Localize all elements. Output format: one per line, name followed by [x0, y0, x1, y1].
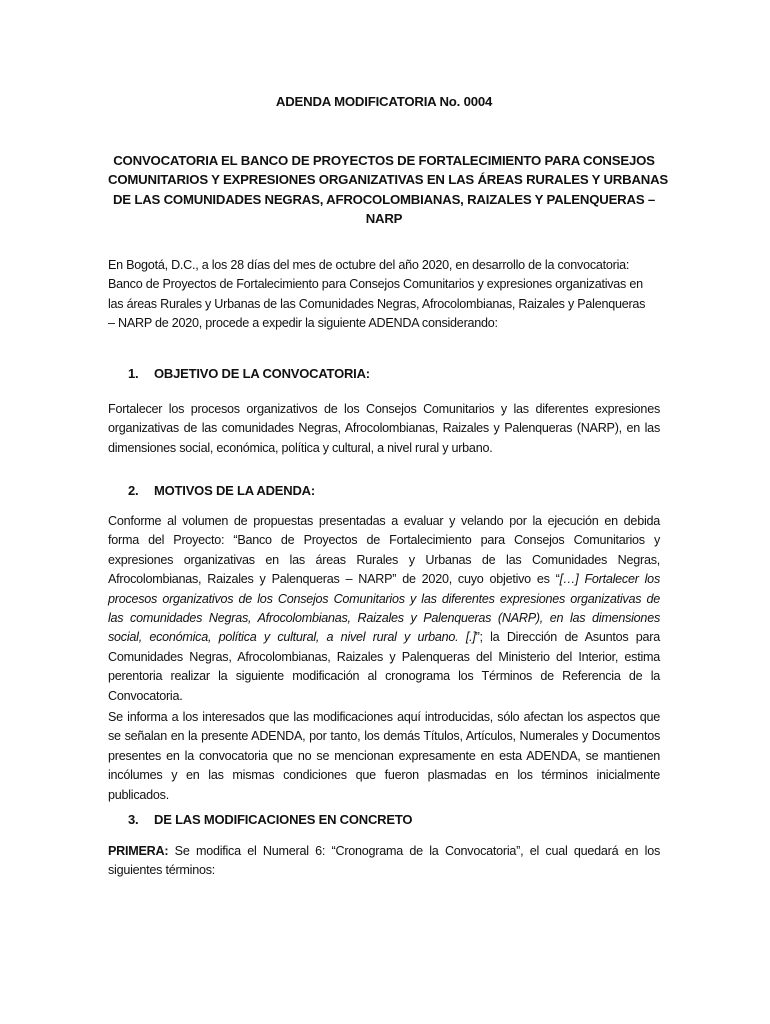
quoted-objective-text: procesos organizativos de los Consejos Comunitarios y las diferentes expresiones organizativas de	[108, 591, 660, 606]
section-number: 3.	[128, 812, 139, 827]
paragraph-line: siguientes términos:	[108, 863, 215, 878]
paragraph-line: Fortalecer los procesos organizativos de los Consejos Comunitarios y las diferentes expresiones	[108, 402, 660, 416]
paragraph-line: Se informa a los interesados que las modificaciones aquí introducidas, sólo afectan los aspectos que	[108, 710, 660, 724]
line-text: Conforme al volumen de propuestas presentadas a evaluar y velando por la ejecución en debida	[108, 514, 660, 528]
section-3-paragraph	[108, 842, 660, 881]
section-1-heading	[128, 366, 370, 381]
line-text: expresiones organizativas en las áreas Rurales y Urbanas de las Comunidades Negras,	[108, 552, 660, 567]
quoted-objective-text: social, económica, política y cultural, a nivel rural y urbano. [.]	[108, 630, 476, 645]
paragraph-line	[108, 687, 660, 706]
paragraph-line	[108, 512, 660, 531]
quoted-objective-text: […] Fortalecer los	[559, 572, 660, 587]
paragraph-line	[108, 570, 660, 589]
paragraph-line	[108, 551, 660, 570]
section-2-paragraph-2	[108, 708, 660, 805]
line-text: Convocatoria.	[108, 688, 183, 703]
paragraph-line	[108, 842, 660, 861]
section-3-heading	[128, 812, 412, 827]
paragraph-line: presentes en la convocatoria que no se mencionan expresamente en esta ADENDA, se mantienen	[108, 748, 660, 763]
line-text: Comunidades Negras, Afrocolombianas, Raizales y Palenqueras del Ministerio del Interior, estima	[108, 649, 660, 664]
subtitle-line: DE LAS COMUNIDADES NEGRAS, AFROCOLOMBIANAS, RAIZALES Y PALENQUERAS –	[112, 191, 656, 207]
document-title: ADENDA MODIFICATORIA No. 0004	[275, 94, 493, 109]
section-title: OBJETIVO DE LA CONVOCATORIA:	[154, 366, 370, 381]
primera-label: PRIMERA:	[108, 844, 169, 858]
paragraph-line: publicados.	[108, 787, 169, 802]
section-number: 1.	[128, 366, 139, 381]
intro-line: En Bogotá, D.C., a los 28 días del mes de octubre del año 2020, en desarrollo de la convocatoria:	[108, 258, 630, 272]
section-1-paragraph	[108, 400, 660, 458]
paragraph-line: incólumes y en las mismas condiciones que fueron plasmadas en los términos inicialmente	[108, 768, 660, 783]
section-number: 2.	[128, 483, 139, 498]
subtitle-line: NARP	[365, 211, 403, 227]
paragraph-line	[108, 628, 660, 647]
paragraph-line: organizativas de las comunidades Negras, Afrocolombianas, Raizales y Palenqueras (NARP), en las	[108, 421, 660, 436]
intro-line: las áreas Rurales y Urbanas de las Comunidades Negras, Afrocolombianas, Raizales y Palenqueras	[108, 296, 646, 311]
document-subtitle	[108, 151, 669, 229]
line-text: forma del Proyecto: “Banco de Proyectos de Fortalecimiento para Consejos Comunitarios y	[108, 533, 660, 548]
section-2-paragraph-1	[108, 512, 660, 706]
paragraph-line	[108, 667, 660, 686]
primera-text: Se modifica el Numeral 6: “Cronograma de la Convocatoria”, el cual quedará en los	[168, 844, 660, 858]
intro-line: – NARP de 2020, procede a expedir la siguiente ADENDA considerando:	[108, 316, 498, 331]
subtitle-line: COMUNITARIOS Y EXPRESIONES ORGANIZATIVAS EN LAS ÁREAS RURALES Y URBANAS	[108, 172, 669, 188]
paragraph-line	[108, 648, 660, 667]
intro-line: Banco de Proyectos de Fortalecimiento para Consejos Comunitarios y expresiones organizativas en	[108, 277, 643, 292]
line-text: ”; la Dirección de Asuntos para	[475, 630, 660, 645]
paragraph-line	[108, 609, 660, 628]
quoted-objective-text: las comunidades Negras, Afrocolombianas, Raizales y Palenqueras (NARP), en las dimensiones	[108, 611, 660, 626]
line-text: Afrocolombianas, Raizales y Palenqueras – NARP” de 2020, cuyo objetivo es “	[108, 572, 560, 587]
section-title: DE LAS MODIFICACIONES EN CONCRETO	[154, 812, 413, 827]
section-2-heading	[128, 483, 315, 498]
line-text: perentoria realizar la siguiente modificación al cronograma los Términos de Referencia de la	[108, 669, 660, 684]
paragraph-line: dimensiones social, económica, política y cultural, a nivel rural y urbano.	[108, 440, 493, 455]
paragraph-line: se señalan en la presente ADENDA, por tanto, los demás Títulos, Artículos, Numerales y Documentos	[108, 729, 660, 744]
section-title: MOTIVOS DE LA ADENDA:	[154, 483, 315, 498]
subtitle-line: CONVOCATORIA EL BANCO DE PROYECTOS DE FORTALECIMIENTO PARA CONSEJOS	[113, 153, 655, 168]
paragraph-line	[108, 531, 660, 550]
paragraph-line	[108, 590, 660, 609]
intro-paragraph	[108, 256, 660, 334]
